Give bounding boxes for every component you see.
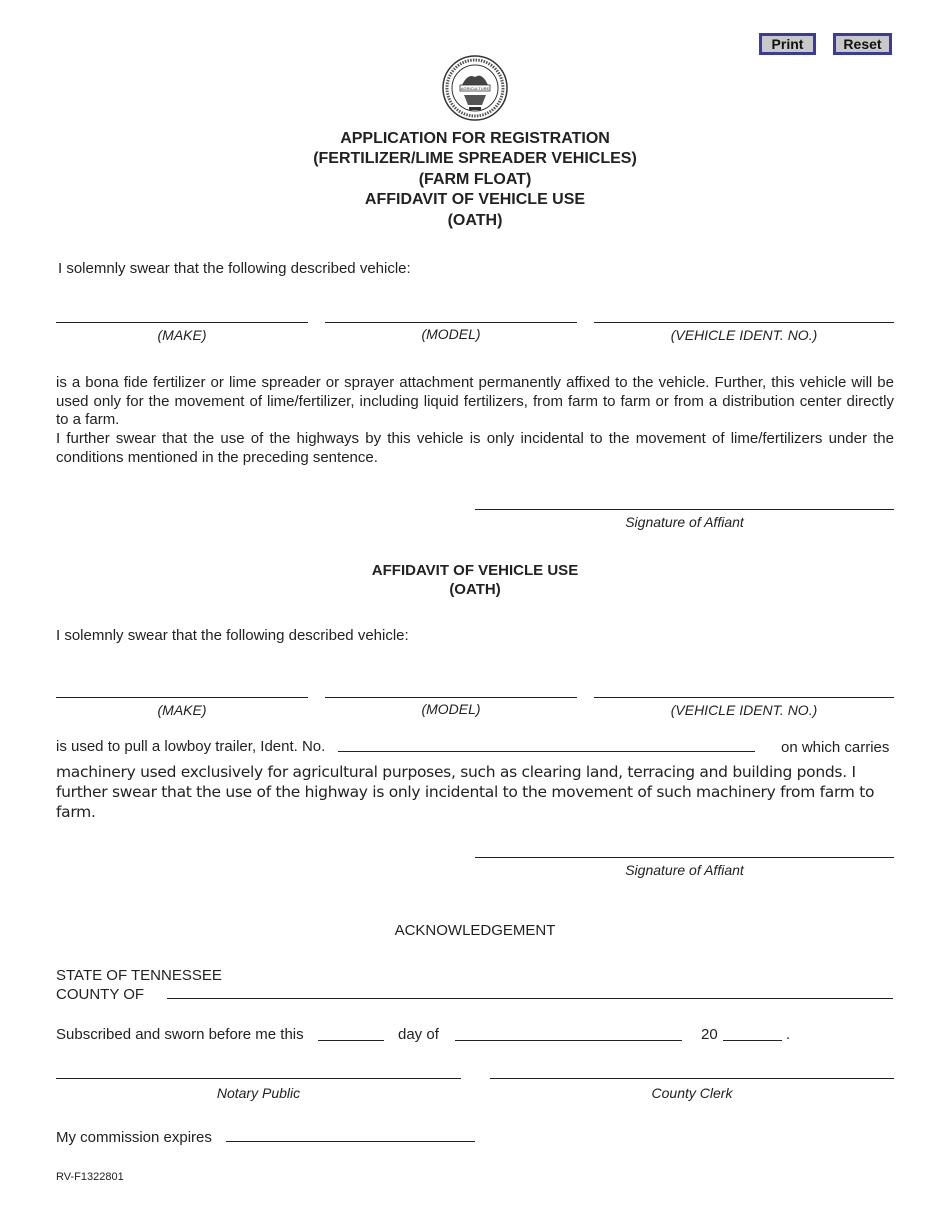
section1-make-field[interactable]	[56, 322, 308, 323]
lowboy-suffix: on which carries	[781, 739, 890, 756]
notary-label: Notary Public	[216, 1085, 301, 1101]
section2-paragraph: machinery used exclusively for agricultural purposes, such as clearing land, terracing and building ponds. I further swear that the use of the highway is only incidental to the movement of such machinery from farm to farm.	[56, 763, 875, 821]
section1-paragraph2: I further swear that the use of the highways by this vehicle is only incidental to the movement of lime/fertilizers under the conditions mentioned in the preceding sentence.	[56, 430, 894, 466]
lowboy-ident-field[interactable]	[338, 751, 755, 752]
form-title-line5: (OATH)	[447, 212, 503, 229]
section1-make-label: (MAKE)	[157, 327, 207, 343]
section1-signature-label: Signature of Affiant	[625, 514, 744, 530]
month-field[interactable]	[455, 1040, 682, 1041]
county-field[interactable]	[167, 998, 893, 999]
section1-model-label: (MODEL)	[421, 326, 481, 342]
form-title-line4: AFFIDAVIT OF VEHICLE USE	[364, 191, 586, 208]
year-period: .	[786, 1026, 791, 1043]
reset-button[interactable]: Reset	[833, 33, 892, 55]
commission-label: My commission expires	[56, 1129, 212, 1146]
lowboy-prefix: is used to pull a lowboy trailer, Ident. No.	[56, 738, 326, 755]
section1-signature-field[interactable]	[475, 509, 894, 510]
section1-vin-field[interactable]	[594, 322, 894, 323]
subscribed-label: Subscribed and sworn before me this	[56, 1026, 304, 1043]
section2-vin-label: (VEHICLE IDENT. NO.)	[670, 702, 818, 718]
section2-intro: I solemnly swear that the following described vehicle:	[56, 627, 409, 644]
section2-signature-field[interactable]	[475, 857, 894, 858]
state-label: STATE OF TENNESSEE	[56, 967, 222, 984]
form-title-line2: (FERTILIZER/LIME SPREADER VEHICLES)	[313, 150, 637, 167]
commission-field[interactable]	[226, 1141, 475, 1142]
print-button[interactable]: Print	[759, 33, 816, 55]
section1-vin-label: (VEHICLE IDENT. NO.)	[670, 327, 818, 343]
notary-signature-field[interactable]	[56, 1078, 461, 1079]
section2-title2: (OATH)	[449, 581, 501, 598]
form-number: RV-F1322801	[56, 1171, 124, 1183]
year-prefix: 20	[701, 1026, 718, 1043]
acknowledgement-title: ACKNOWLEDGEMENT	[394, 922, 556, 939]
county-label: COUNTY OF	[56, 986, 145, 1003]
section2-signature-label: Signature of Affiant	[625, 862, 744, 878]
day-field[interactable]	[318, 1040, 384, 1041]
seal-label: AGRICULTURE	[460, 86, 490, 91]
state-seal-icon	[442, 55, 508, 121]
year-field[interactable]	[723, 1040, 782, 1041]
day-of-label: day of	[398, 1026, 439, 1043]
section2-make-label: (MAKE)	[157, 702, 207, 718]
section2-make-field[interactable]	[56, 697, 308, 698]
section1-paragraph1: is a bona fide fertilizer or lime spreader or sprayer attachment permanently affixed to the vehicle. Further, this vehicle will be used only for the movement of lime/fertilizer, including liquid fertilizers, from farm to farm or from a distribution center directly to a farm.	[56, 374, 894, 428]
clerk-signature-field[interactable]	[490, 1078, 894, 1079]
clerk-label: County Clerk	[651, 1085, 733, 1101]
section2-title1: AFFIDAVIT OF VEHICLE USE	[371, 562, 579, 579]
section1-intro: I solemnly swear that the following described vehicle:	[58, 260, 411, 277]
section2-model-field[interactable]	[325, 697, 577, 698]
section2-vin-field[interactable]	[594, 697, 894, 698]
form-title-line3: (FARM FLOAT)	[418, 171, 532, 188]
section1-model-field[interactable]	[325, 322, 577, 323]
form-title-line1: APPLICATION FOR REGISTRATION	[340, 130, 610, 147]
section2-model-label: (MODEL)	[421, 701, 481, 717]
